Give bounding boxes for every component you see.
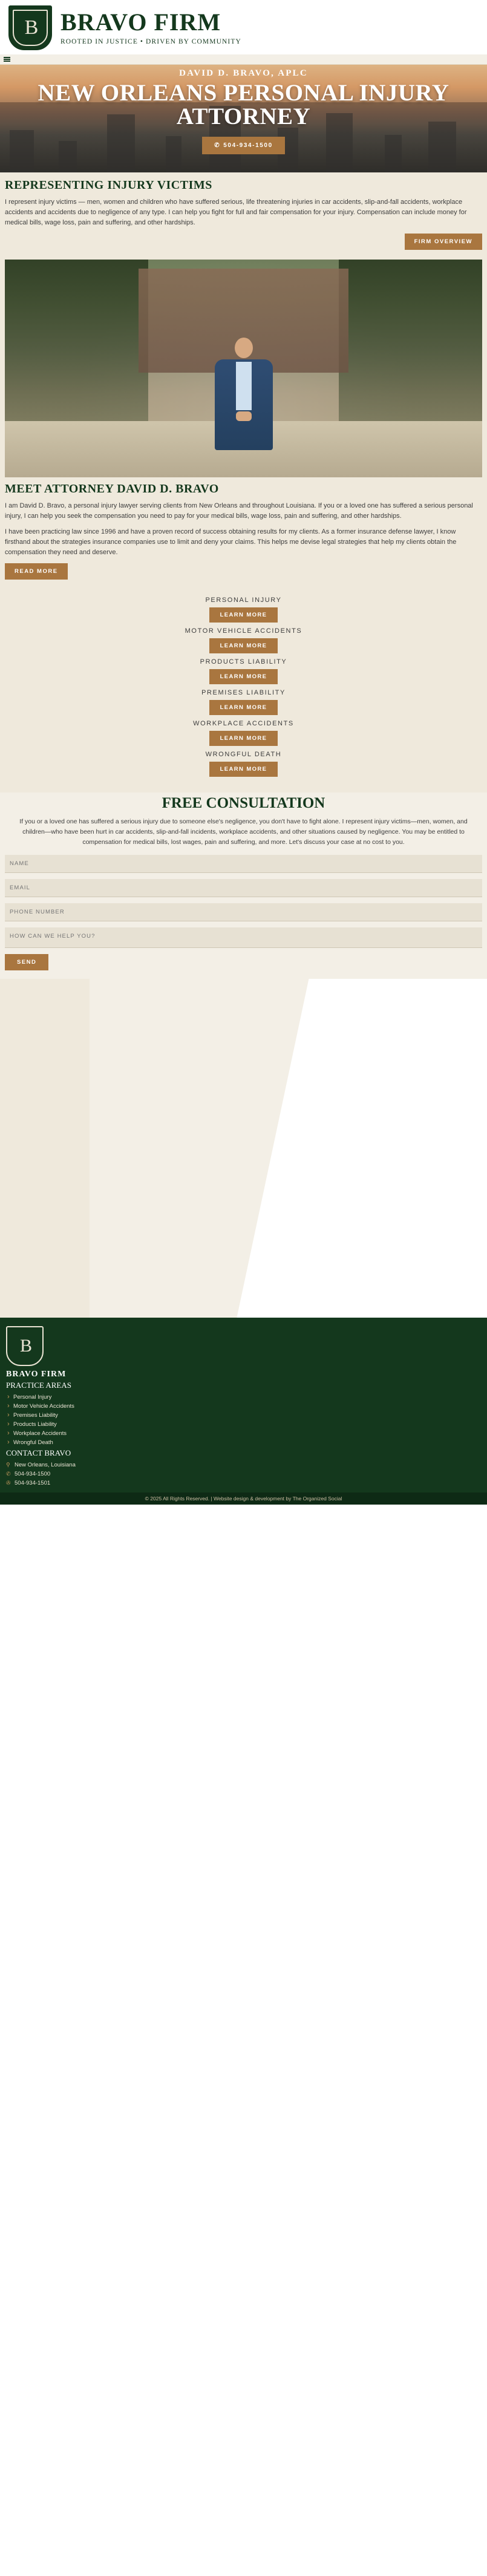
practice-area-learn-more-button[interactable]: LEARN MORE xyxy=(209,762,278,777)
message-textarea[interactable] xyxy=(5,927,482,948)
practice-area-title: PREMISES LIABILITY xyxy=(201,689,286,697)
footer-practice-link[interactable]: › Premises Liability xyxy=(6,1411,481,1420)
footer-contact-block xyxy=(6,1460,481,1488)
representing-actions xyxy=(5,234,482,250)
meet-attorney-body xyxy=(5,501,482,558)
email-input[interactable] xyxy=(5,879,482,897)
footer-logo-initials: B xyxy=(19,1335,30,1356)
practice-area-learn-more-button[interactable]: LEARN MORE xyxy=(209,700,278,715)
footer-practice-link[interactable]: › Workplace Accidents xyxy=(6,1429,481,1438)
representing-body xyxy=(5,197,482,228)
footer-practice-link[interactable]: › Products Liability xyxy=(6,1420,481,1429)
practice-areas-section xyxy=(0,589,487,793)
footer-practice-link[interactable]: › Motor Vehicle Accidents xyxy=(6,1402,481,1411)
practice-area-item xyxy=(5,751,482,782)
phone-icon: ✆ xyxy=(6,1470,11,1477)
meet-attorney-heading: MEET ATTORNEY DAVID D. BRAVO xyxy=(5,482,219,496)
footer-practice-link[interactable]: › Wrongful Death xyxy=(6,1438,481,1447)
consultation-form xyxy=(5,855,482,970)
hero-phone-label: 504-934-1500 xyxy=(223,142,273,149)
mobile-menu-bar[interactable] xyxy=(0,54,487,65)
practice-area-title: PRODUCTS LIABILITY xyxy=(200,658,287,666)
practice-area-item xyxy=(5,689,482,720)
meet-attorney-paragraph-2: I have been practicing law since 1996 and have a proven record of success obtaining results for my clients. As a former insurance defense lawyer, I know firsthand about the strategies insurance companies use to limit and deny your claims. This helps me devise legal strategies that help my clients obtain the compensation they need and deserve. xyxy=(5,528,457,557)
phone-icon: ✆ xyxy=(214,142,221,149)
practice-area-item xyxy=(5,658,482,689)
hamburger-menu-icon[interactable] xyxy=(4,56,10,62)
portrait-person xyxy=(215,338,273,465)
practice-area-item xyxy=(5,627,482,658)
practice-area-title: PERSONAL INJURY xyxy=(205,597,282,604)
footer-logo-icon[interactable] xyxy=(6,1326,44,1366)
consultation-section xyxy=(0,793,487,978)
practice-area-title: WORKPLACE ACCIDENTS xyxy=(193,720,294,728)
map-pin-icon: ⚲ xyxy=(6,1461,10,1468)
hero-banner xyxy=(0,65,487,172)
practice-area-learn-more-button[interactable]: LEARN MORE xyxy=(209,731,278,746)
read-more-button[interactable]: READ MORE xyxy=(5,563,68,580)
representing-paragraph: I represent injury victims — men, women and children who have suffered serious, life threatening injuries in car accidents, slip-and-fall accidents, workplace accidents and accidents due to negligence of any type. I can help you fight for full and fair compensation for your injury. Compensation can include money for medical bills, wage loss, pain and suffering, and other hardships. xyxy=(5,198,467,227)
footer-contact-heading: CONTACT BRAVO xyxy=(6,1448,71,1457)
footer-fax-row xyxy=(6,1479,481,1488)
practice-area-item xyxy=(5,597,482,627)
footer-phone-row[interactable] xyxy=(6,1469,481,1479)
footer-phone: 504-934-1500 xyxy=(15,1470,51,1477)
practice-area-title: MOTOR VEHICLE ACCIDENTS xyxy=(185,627,302,635)
site-footer xyxy=(0,1318,487,1505)
practice-area-learn-more-button[interactable]: LEARN MORE xyxy=(209,669,278,684)
practice-area-learn-more-button[interactable]: LEARN MORE xyxy=(209,607,278,623)
decorative-panel xyxy=(0,979,487,1318)
attorney-portrait-image xyxy=(5,260,482,477)
logo-initials: B xyxy=(13,10,48,46)
send-button[interactable]: SEND xyxy=(5,954,48,970)
brand-tagline: ROOTED IN JUSTICE • DRIVEN BY COMMUNITY xyxy=(60,38,241,45)
footer-legal: © 2025 All Rights Reserved. | Website design & development by The Organized Social xyxy=(0,1492,487,1505)
footer-fax: 504-934-1501 xyxy=(15,1479,51,1486)
brand-name: BRAVO FIRM xyxy=(60,8,221,36)
meet-attorney-section xyxy=(0,477,487,589)
hero-content xyxy=(0,65,487,154)
representing-heading: REPRESENTING INJURY VICTIMS xyxy=(5,178,212,192)
firm-overview-button[interactable]: FIRM OVERVIEW xyxy=(405,234,482,250)
decorative-panel-left xyxy=(0,979,90,1318)
footer-practice-heading: PRACTICE AREAS xyxy=(6,1380,71,1390)
consultation-heading: FREE CONSULTATION xyxy=(162,795,325,812)
hero-title: NEW ORLEANS PERSONAL INJURY ATTORNEY xyxy=(38,80,449,129)
logo-shield-icon[interactable] xyxy=(8,5,52,50)
brand-block xyxy=(60,10,241,45)
phone-input[interactable] xyxy=(5,903,482,921)
practice-area-item xyxy=(5,720,482,751)
meet-attorney-paragraph-1: I am David D. Bravo, a personal injury lawyer serving clients from New Orleans and throughout Louisiana. If you or a loved one has suffered a serious personal injury, I can help you seek the compensation you need to pay for your medical bills, wage loss, pain and suffering, and other hardships. xyxy=(5,502,473,520)
consultation-body: If you or a loved one has suffered a serious injury due to someone else's negligence, you don't have to fight alone. I represent injury victims—men, women, and children—who have been hurt in car accidents, slip-and-fall incidents, workplace accidents, and other situations caused by negligence. You may be entitled to compensation for medical bills, lost wages, pain and suffering, and more. Let's discuss your case at no cost to you. xyxy=(19,818,468,846)
representing-section xyxy=(0,172,487,260)
footer-practice-list xyxy=(6,1393,481,1447)
practice-area-title: WRONGFUL DEATH xyxy=(205,751,282,759)
name-input[interactable] xyxy=(5,855,482,873)
site-header xyxy=(0,0,487,54)
fax-icon: ✇ xyxy=(6,1479,11,1486)
hero-eyebrow: DAVID D. BRAVO, APLC xyxy=(179,68,308,78)
hero-phone-button[interactable] xyxy=(202,137,284,154)
attorney-portrait-wrap xyxy=(0,260,487,477)
practice-area-learn-more-button[interactable]: LEARN MORE xyxy=(209,638,278,653)
footer-address-row xyxy=(6,1460,481,1469)
footer-brand-name: BRAVO FIRM xyxy=(6,1369,67,1379)
footer-address: New Orleans, Louisiana xyxy=(15,1461,76,1468)
footer-practice-link[interactable]: › Personal Injury xyxy=(6,1393,481,1402)
